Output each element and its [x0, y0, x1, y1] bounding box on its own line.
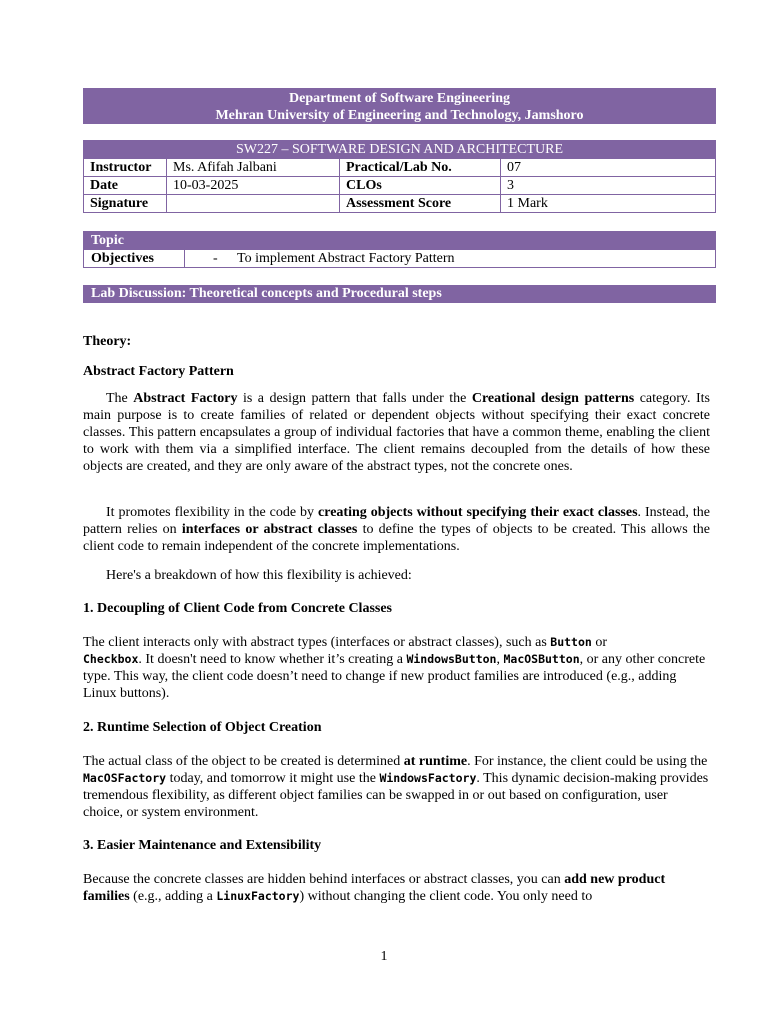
paragraph-abstract-factory: The Abstract Factory is a design pattern that falls under the Creational design patterns category. Its main purpose is to create families of related or dependent objects without specifying their exact concrete classes. This pattern encapsulates a group of individual factories that have a common theme, enabling the client to work with them via a simplified interface. The client remains decoupled from the details of how these objects are created, and they are only aware of the abstract types, not the concrete ones.: [83, 391, 710, 474]
signature-label: Signature: [84, 195, 167, 213]
clos-label: CLOs: [340, 177, 501, 195]
section3-heading: 3. Easier Maintenance and Extensibility: [83, 838, 322, 853]
section2-heading: 2. Runtime Selection of Object Creation: [83, 720, 322, 735]
section3-body: Because the concrete classes are hidden behind interfaces or abstract classes, you can add new product families (e.g., adding a LinuxFactory) without changing the client code. You only need to: [83, 872, 666, 904]
signature-value: [167, 195, 340, 213]
instructor-label: Instructor: [84, 159, 167, 177]
objectives-value: [185, 250, 716, 268]
instructor-value: Ms. Afifah Jalbani: [167, 159, 340, 177]
university-name: Mehran University of Engineering and Technology, Jamshoro: [215, 108, 584, 123]
page-number: 1: [380, 949, 388, 964]
date-label: Date: [84, 177, 167, 195]
topic-label: Topic: [84, 232, 716, 250]
section2-body: The actual class of the object to be created is determined at runtime. For instance, the client could be using the MacOSFactory today, and tomorrow it might use the WindowsFactory. This dynamic decision-making provides tremendous flexibility, as different object families can be swapped in or out based on configuration, user choice, or system environment.: [83, 754, 709, 820]
topic-table: [83, 231, 716, 268]
section1-body: The client interacts only with abstract types (interfaces or abstract classes), such as Button or Checkbox. It doesn't need to know whether it’s creating a WindowsButton, MacOSButton, or any other concrete type. This way, the client code doesn’t need to change if new product families are introduced (e.g., adding Linux buttons).: [83, 635, 706, 701]
lab-no-label: Practical/Lab No.: [340, 159, 501, 177]
department-header: [83, 88, 716, 124]
assessment-score-label: Assessment Score: [340, 195, 501, 213]
paragraph-flexibility: It promotes flexibility in the code by creating objects without specifying their exact classes. Instead, the pattern relies on interfaces or abstract classes to define the types of objects to be created. This allows the client code to remain independent of the concrete implementations.: [83, 505, 710, 554]
objective-bullet: -: [213, 251, 218, 266]
theory-heading: Theory:: [83, 334, 132, 349]
department-name: Department of Software Engineering: [289, 91, 510, 106]
lab-discussion-bar: Lab Discussion: Theoretical concepts and Procedural steps: [83, 285, 716, 303]
objectives-label: Objectives: [84, 250, 185, 268]
clos-value: 3: [501, 177, 716, 195]
assessment-score-value: 1 Mark: [501, 195, 716, 213]
course-info-table: [83, 140, 716, 213]
date-value: 10-03-2025: [167, 177, 340, 195]
objective-text: To implement Abstract Factory Pattern: [237, 251, 455, 266]
course-title: SW227 – SOFTWARE DESIGN AND ARCHITECTURE: [84, 141, 716, 159]
lab-no-value: 07: [501, 159, 716, 177]
paragraph-breakdown: Here's a breakdown of how this flexibility is achieved:: [106, 568, 412, 583]
section1-heading: 1. Decoupling of Client Code from Concrete Classes: [83, 601, 393, 616]
pattern-heading: Abstract Factory Pattern: [83, 364, 234, 379]
